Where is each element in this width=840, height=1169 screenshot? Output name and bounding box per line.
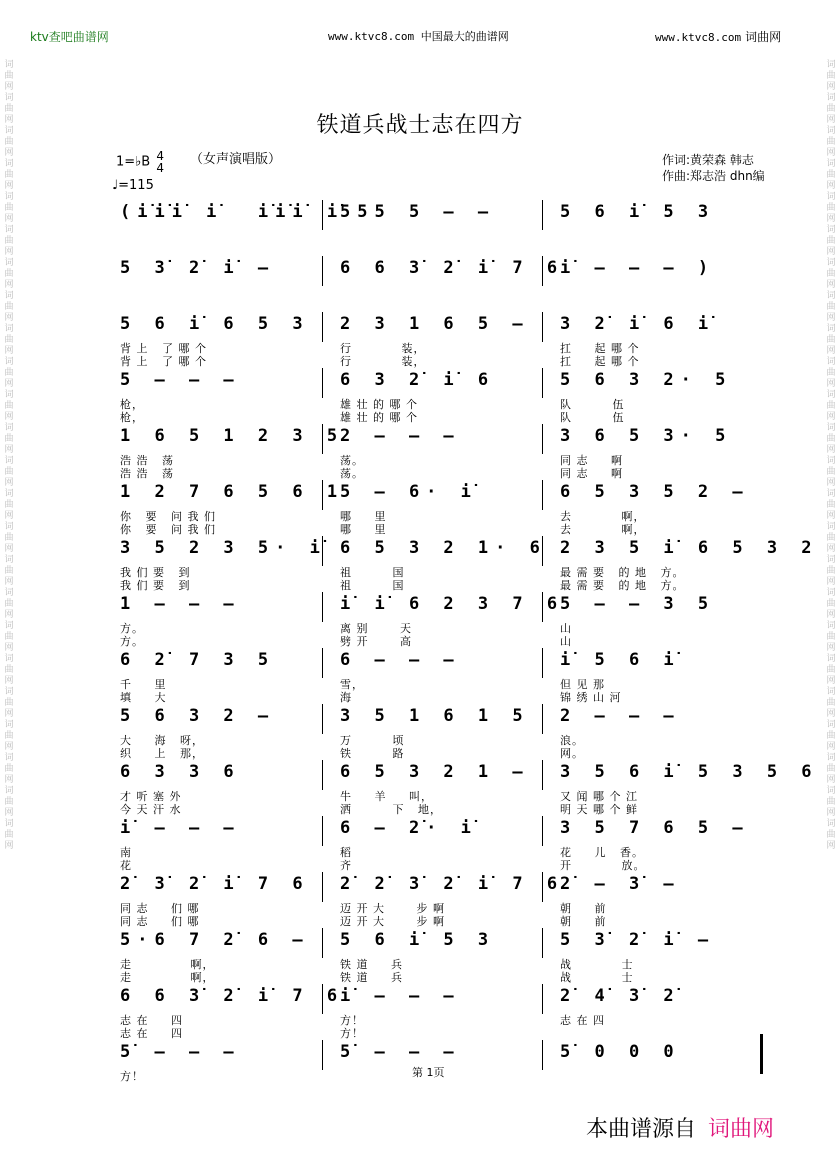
- barline: [542, 816, 543, 846]
- note-segment: 2̇ 3̇ 2̇ i̇ 7 6: [120, 874, 310, 894]
- lyric-line-1: 枪，: [120, 398, 144, 411]
- lyric-line-2: 方。: [120, 635, 144, 648]
- note-segment: i̇ 5 6 i̇: [560, 650, 681, 670]
- barline: [322, 256, 323, 286]
- lyric-line-2: 行 装，: [340, 355, 426, 368]
- lyric-line-2: 背 上 了 哪 个: [120, 355, 207, 368]
- note-segment: 5 – – 3 5: [560, 594, 716, 614]
- lyric-line-1: 去 啊，: [560, 510, 646, 523]
- lyric-line-2: 洒 下 地，: [340, 803, 442, 816]
- lyric-line-1: 南: [120, 846, 132, 859]
- lyricist: 作词:黄荣森 韩志: [662, 153, 754, 167]
- note-segment: 6 3 2̇ i̇ 6: [340, 370, 496, 390]
- version-note: （女声演唱版）: [190, 152, 282, 167]
- lyric-line-1: 同 志 们 哪: [120, 902, 200, 915]
- site-name-left: ktv查吧曲谱网: [30, 30, 109, 44]
- lyric-line-1: 你 要 问 我 们: [120, 510, 216, 523]
- key-signature: [116, 150, 164, 174]
- note-segment: i̇ – – –: [340, 986, 461, 1006]
- lyric-line-1: 祖 国: [340, 566, 405, 579]
- lyric-line-2: 今 天 汗 水: [120, 803, 182, 816]
- barline: [542, 760, 543, 790]
- lyric-line-2: 雄 壮 的 哪 个: [340, 411, 418, 424]
- note-segment: 6 – – –: [340, 650, 461, 670]
- note-segment: 6 5 3 2 1 –: [340, 762, 530, 782]
- barline: [542, 368, 543, 398]
- lyric-line-2: 祖 国: [340, 579, 405, 592]
- lyric-line-1: 牛 羊 叫，: [340, 790, 433, 803]
- lyric-line-1: 朝 前: [560, 902, 607, 915]
- note-segment: (i̇i̇i̇ i̇ i̇i̇i̇ i̇: [120, 202, 345, 222]
- score-row: [0, 480, 840, 536]
- lyric-line-2: 队 伍: [560, 411, 625, 424]
- score-row: [0, 312, 840, 368]
- note-segment: 6 2̇ 7 3 5: [120, 650, 276, 670]
- note-segment: 6 6 3̇ 2̇ i̇ 7 6: [340, 258, 565, 278]
- note-segment: 5 6 i̇ 5 3: [560, 202, 716, 222]
- note-segment: i̇ – – –: [120, 818, 241, 838]
- credits: [662, 152, 765, 184]
- note-segment: 2̇ 2̇ 3̇ 2̇ i̇ 7 6: [340, 874, 565, 894]
- lyric-line-1: 雪，: [340, 678, 364, 691]
- barline: [322, 704, 323, 734]
- barline: [542, 704, 543, 734]
- composer: 作曲:郑志浩 dhn编: [662, 169, 765, 183]
- final-barline: [760, 1034, 763, 1074]
- lyric-line-2: 迈 开 大 步 啊: [340, 915, 445, 928]
- note-segment: 5̇ – – –: [120, 1042, 241, 1062]
- barline: [542, 928, 543, 958]
- lyric-line-1: 万 顷: [340, 734, 405, 747]
- barline: [322, 872, 323, 902]
- key-label: 1=♭B: [116, 154, 151, 170]
- note-segment: 5̇ 0 0 0: [560, 1042, 681, 1062]
- left-watermark-strip: 词曲网词曲网词曲网词曲网词曲网词曲网词曲网词曲网词曲网词曲网词曲网词曲网词曲网词曲网词曲网词曲网词曲网词曲网词曲网词曲网词曲网词曲网词曲网词曲网: [4, 60, 14, 851]
- lyric-line-2: 去 啊，: [560, 523, 646, 536]
- note-segment: 2 3 1 6 5 –: [340, 314, 530, 334]
- lyric-line-1: 才 听 塞 外: [120, 790, 182, 803]
- lyric-line-2: 哪 里: [340, 523, 387, 536]
- note-segment: 5̇ – – –: [340, 1042, 461, 1062]
- score-row: [0, 648, 840, 704]
- time-signature: [156, 150, 164, 174]
- lyric-line-1: 最 需 要 的 地 方。: [560, 566, 685, 579]
- note-segment: 1 6 5 1 2 3 5: [120, 426, 345, 446]
- lyric-line-2: 方！: [340, 1027, 364, 1040]
- lyric-line-1: 雄 壮 的 哪 个: [340, 398, 418, 411]
- lyric-line-2: 同 志 们 哪: [120, 915, 200, 928]
- score-row: [0, 984, 840, 1040]
- source-credit: [586, 1112, 774, 1143]
- note-segment: 5 6 3 2 –: [120, 706, 276, 726]
- note-segment: 2̇ – 3̇ –: [560, 874, 681, 894]
- lyric-line-1: 队 伍: [560, 398, 625, 411]
- lyric-line-2: 战 士: [560, 971, 634, 984]
- lyric-line-1: 志 在 四: [560, 1014, 605, 1027]
- lyric-line-2: 山: [560, 635, 572, 648]
- lyric-line-1: 我 们 要 到: [120, 566, 191, 579]
- lyric-line-2: 开 放。: [560, 859, 646, 872]
- site-url-right-text: www.ktvc8.com: [655, 31, 742, 44]
- note-segment: 5 – 6· i̇: [340, 482, 478, 502]
- score-row: [0, 536, 840, 592]
- lyric-line-2: 枪，: [120, 411, 144, 424]
- site-brand-right: 词曲网: [745, 30, 782, 44]
- note-segment: 5 6 i̇ 5 3: [340, 930, 496, 950]
- barline: [322, 368, 323, 398]
- score-row: [0, 704, 840, 760]
- note-segment: 3 5 6 i̇ 5 3 5 6: [560, 762, 819, 782]
- barline: [542, 312, 543, 342]
- lyric-line-2: 浩 浩 荡: [120, 467, 174, 480]
- lyric-line-2: 铁 路: [340, 747, 405, 760]
- lyric-line-2: 齐: [340, 859, 352, 872]
- barline: [542, 200, 543, 230]
- lyric-line-1: 哪 里: [340, 510, 387, 523]
- right-watermark-strip: 词曲网词曲网词曲网词曲网词曲网词曲网词曲网词曲网词曲网词曲网词曲网词曲网词曲网词曲网词曲网词曲网词曲网词曲网词曲网词曲网词曲网词曲网词曲网词曲网: [826, 60, 836, 851]
- barline: [542, 424, 543, 454]
- lyric-line-2: 荡。: [340, 467, 364, 480]
- note-segment: 3 5 2 3 5· i̇: [120, 538, 327, 558]
- page-number: 第 1页: [412, 1066, 445, 1079]
- score-row: [0, 816, 840, 872]
- note-segment: i̇ – – – ): [560, 258, 716, 278]
- note-segment: 2̇ 4̇ 3̇ 2̇: [560, 986, 681, 1006]
- lyric-line-2: 同 志 啊: [560, 467, 623, 480]
- source-label: 本曲谱源自: [586, 1117, 697, 1142]
- lyric-line-2: 朝 前: [560, 915, 607, 928]
- lyric-line-2: 我 们 要 到: [120, 579, 191, 592]
- note-segment: 2 – – –: [560, 706, 681, 726]
- barline: [322, 648, 323, 678]
- note-segment: 5 6 3 2· 5: [560, 370, 733, 390]
- note-segment: i̇ i̇ 6 2 3 7 6: [340, 594, 565, 614]
- note-segment: 2 3 5 i̇ 6 5 3 2: [560, 538, 819, 558]
- lyric-line-2: 走 啊，: [120, 971, 215, 984]
- lyric-line-1: 铁 道 兵: [340, 958, 403, 971]
- barline: [322, 1040, 323, 1070]
- lyric-line-1: 同 志 啊: [560, 454, 623, 467]
- score-row: [0, 760, 840, 816]
- note-segment: 3 5 1 6 1 5: [340, 706, 530, 726]
- lyric-line-2: 填 大: [120, 691, 167, 704]
- lyric-line-2: 网。: [560, 747, 584, 760]
- lyric-line-1: 方！: [340, 1014, 364, 1027]
- note-segment: 5 3̇ 2̇ i̇ –: [120, 258, 276, 278]
- lyric-line-2: 志 在 四: [120, 1027, 183, 1040]
- note-segment: 1 2 7 6 5 6 1: [120, 482, 345, 502]
- score-row: [0, 256, 840, 312]
- lyric-line-1: 花 儿 香。: [560, 846, 644, 859]
- time-top: 4: [156, 149, 164, 163]
- note-segment: 3 6 5 3· 5: [560, 426, 733, 446]
- song-title: 铁道兵战士志在四方: [316, 113, 524, 138]
- barline: [542, 1040, 543, 1070]
- score-row: [0, 928, 840, 984]
- note-segment: 3 5 7 6 5 –: [560, 818, 750, 838]
- lyric-line-1: 战 士: [560, 958, 634, 971]
- note-segment: 5 6 i̇ 6 5 3: [120, 314, 310, 334]
- lyric-line-1: 稻: [340, 846, 352, 859]
- score-row: [0, 424, 840, 480]
- tempo-marking: ♩=115: [112, 178, 154, 193]
- lyric-line-1: 山: [560, 622, 572, 635]
- score-row: [0, 592, 840, 648]
- site-url-right: [655, 28, 781, 45]
- note-segment: 5 3̇ 2̇ i̇ –: [560, 930, 716, 950]
- lyric-line-2: 花: [120, 859, 132, 872]
- note-segment: 6 – 2̇· i̇: [340, 818, 478, 838]
- lyric-line-1: 但 见 那: [560, 678, 605, 691]
- note-segment: 6 3 3 6: [120, 762, 241, 782]
- lyric-line-1: 荡。: [340, 454, 364, 467]
- lyric-line-2: 海: [340, 691, 352, 704]
- note-segment: 3 2̇ i̇ 6 i̇: [560, 314, 716, 334]
- lyric-line-1: 浪。: [560, 734, 584, 747]
- lyric-line-1: 大 海 呀，: [120, 734, 204, 747]
- lyric-line-2: 织 上 那，: [120, 747, 204, 760]
- lyric-line-1: 扛 起 哪 个: [560, 342, 640, 355]
- note-segment: 2 – – –: [340, 426, 461, 446]
- lyric-line-1: 志 在 四: [120, 1014, 183, 1027]
- note-segment: 5·6 7 2̇ 6 –: [120, 930, 310, 950]
- barline: [542, 984, 543, 1014]
- lyric-line-1: 行 装，: [340, 342, 426, 355]
- lyric-line-2: 铁 道 兵: [340, 971, 403, 984]
- lyric-line-2: 你 要 问 我 们: [120, 523, 216, 536]
- barline: [322, 312, 323, 342]
- lyric-line-2: 最 需 要 的 地 方。: [560, 579, 685, 592]
- barline: [322, 928, 323, 958]
- note-segment: 6 6 3̇ 2̇ i̇ 7 6: [120, 986, 345, 1006]
- score-row: [0, 200, 840, 256]
- lyric-line-1: 迈 开 大 步 啊: [340, 902, 445, 915]
- barline: [322, 760, 323, 790]
- source-site: 词曲网: [708, 1117, 775, 1142]
- lyric-line-2: 扛 起 哪 个: [560, 355, 640, 368]
- note-segment: 6 5 3 5 2 –: [560, 482, 750, 502]
- score-row: [0, 872, 840, 928]
- lyric-line-1: 走 啊，: [120, 958, 215, 971]
- note-segment: 1 – – –: [120, 594, 241, 614]
- lyric-line-1: 背 上 了 哪 个: [120, 342, 207, 355]
- note-segment: 5 – – –: [120, 370, 241, 390]
- lyric-line-2: 劈 开 高: [340, 635, 412, 648]
- lyric-line-1: 又 闻 哪 个 江: [560, 790, 638, 803]
- lyric-line-1: 千 里: [120, 678, 167, 691]
- lyric-line-2: 明 天 哪 个 鲜: [560, 803, 638, 816]
- lyric-line-1: 方！: [120, 1070, 144, 1083]
- barline: [322, 592, 323, 622]
- lyric-line-2: 锦 绣 山 河: [560, 691, 622, 704]
- note-segment: 555 5 – –: [340, 202, 496, 222]
- lyric-line-1: 方。: [120, 622, 144, 635]
- site-url-center: www.ktvc8.com 中国最大的曲谱网: [328, 30, 509, 43]
- barline: [322, 816, 323, 846]
- time-bottom: 4: [156, 161, 164, 175]
- lyric-line-1: 浩 浩 荡: [120, 454, 174, 467]
- barline: [542, 480, 543, 510]
- score-row: [0, 368, 840, 424]
- barline: [542, 648, 543, 678]
- note-segment: 6 5 3 2 1· 6: [340, 538, 547, 558]
- lyric-line-1: 离 别 天: [340, 622, 412, 635]
